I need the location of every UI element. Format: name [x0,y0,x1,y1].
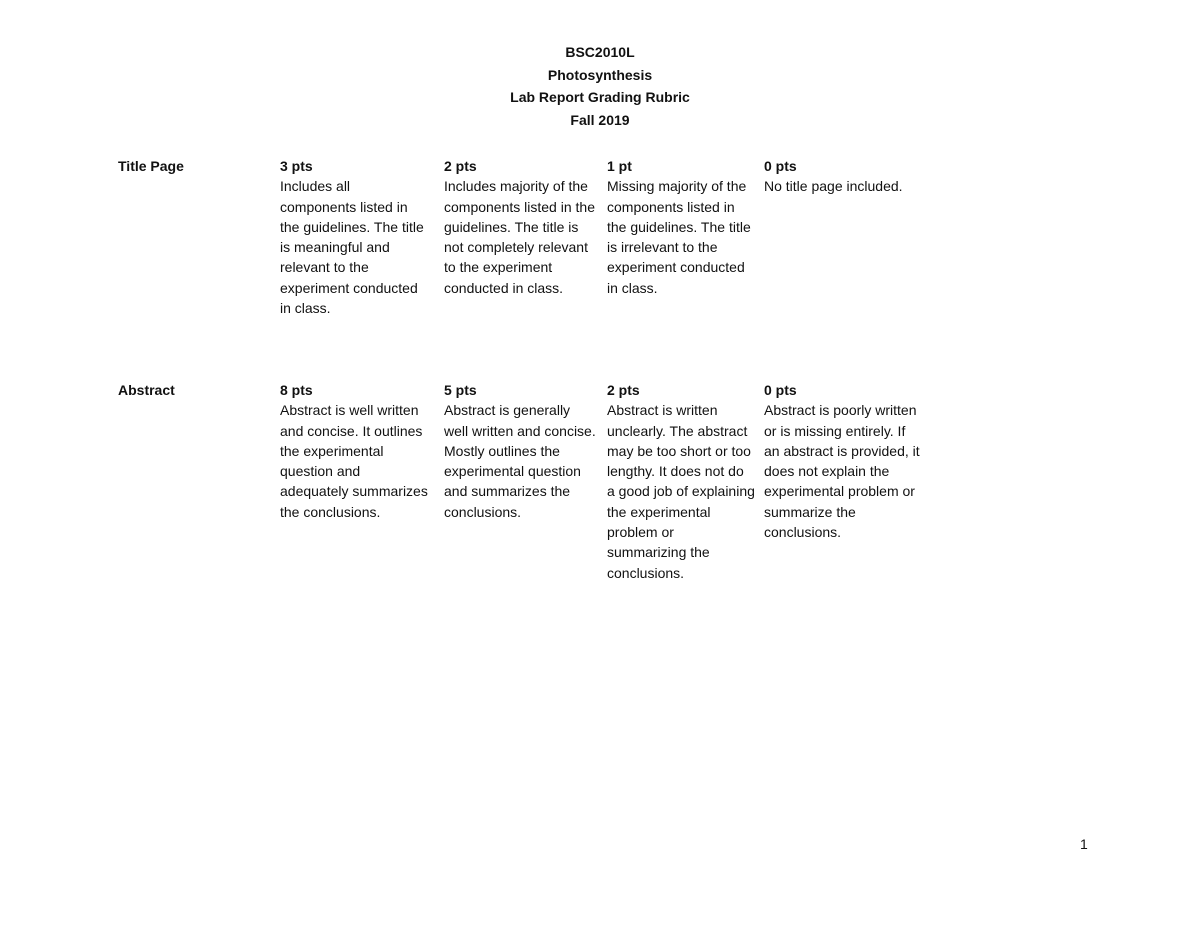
points-label: 0 pts [764,158,797,174]
points-label: 0 pts [764,382,797,398]
rubric-level [764,156,924,197]
level-description: No title page included. [764,178,903,195]
rubric-level [444,380,596,522]
document-header [0,41,1200,131]
rubric-level [764,380,924,542]
rubric-level [280,380,430,522]
level-description: Includes all components listed in the guidelines. The title is meaningful and relevant to the experiment conducted in class. [280,178,424,317]
criterion-label: Title Page [118,158,184,174]
rubric-level [280,156,430,318]
level-description: Abstract is poorly written or is missing entirely. If an abstract is provided, it does not explain the experimental problem or summarize the conclusions. [764,402,920,541]
rubric-level [444,156,596,298]
points-label: 2 pts [444,158,477,174]
criterion-label: Abstract [118,382,175,398]
points-label: 5 pts [444,382,477,398]
points-label: 2 pts [607,382,640,398]
points-label: 1 pt [607,158,632,174]
points-label: 8 pts [280,382,313,398]
level-description: Missing majority of the components listed in the guidelines. The title is irrelevant to the experiment conducted in class. [607,178,751,296]
level-description: Abstract is well written and concise. It outlines the experimental question and adequately summarizes the conclusions. [280,402,428,520]
level-description: Abstract is written unclearly. The abstract may be too short or too lengthy. It does not do a good job of explaining the experimental problem or summarizing the conclusions. [607,402,755,581]
page-number: 1 [1080,836,1088,852]
points-label: 3 pts [280,158,313,174]
course-code: BSC2010L [565,44,635,60]
term: Fall 2019 [570,111,630,128]
rubric-level [607,156,755,298]
document-title: Lab Report Grading Rubric [510,89,690,105]
level-description: Abstract is generally well written and concise. Mostly outlines the experimental question and summarizes the conclusions. [444,402,596,520]
lab-topic: Photosynthesis [547,66,653,83]
level-description: Includes majority of the components listed in the guidelines. The title is not completely relevant to the experiment conducted in class. [444,178,595,296]
rubric-level [607,380,755,583]
